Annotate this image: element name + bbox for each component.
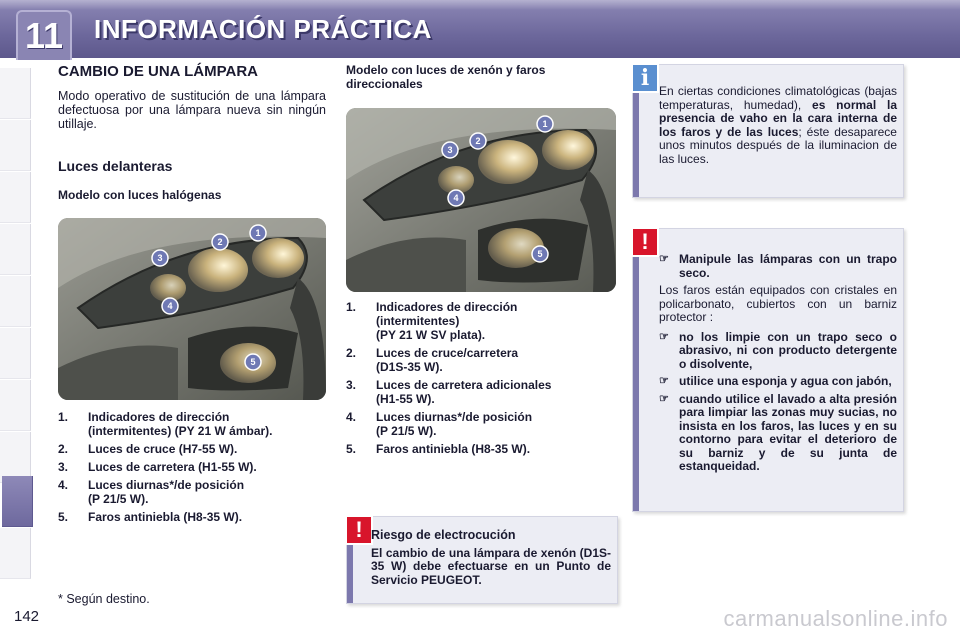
callout-3: 3 (447, 145, 453, 155)
chapter-tab[interactable] (0, 328, 31, 379)
subsection-title: Luces delanteras (58, 158, 173, 174)
list-item: ☞ Manipule las lámparas con un trapo seco. (659, 252, 897, 280)
callout-4: 4 (167, 301, 173, 311)
page-number: 142 (14, 608, 40, 625)
electrocution-warning-box (346, 516, 618, 604)
xenon-lamp-list (346, 300, 618, 460)
warning-icon: ! (631, 227, 659, 257)
electrocution-title: Riesgo de electrocución (371, 528, 516, 542)
section-title: CAMBIO DE UNA LÁMPARA (58, 63, 258, 80)
chapter-tab[interactable] (0, 224, 31, 275)
pointing-hand-icon: ☞ (659, 330, 669, 343)
chapter-tab[interactable] (0, 276, 31, 327)
chapter-tab[interactable] (0, 120, 31, 171)
pointing-hand-icon: ☞ (659, 375, 669, 387)
warning-first-list (659, 253, 897, 280)
list-item: 5. Faros antiniebla (H8-35 W). (58, 510, 243, 524)
halogen-model-title: Modelo con luces halógenas (58, 188, 222, 202)
callout-3: 3 (157, 253, 163, 263)
footnote: * Según destino. (58, 592, 150, 606)
page-title: INFORMACIÓN PRÁCTICA (94, 14, 432, 44)
page-header (0, 0, 960, 58)
callout-2: 2 (475, 136, 481, 146)
xenon-headlight-photo (346, 108, 616, 292)
chapter-tab[interactable] (0, 68, 31, 119)
chapter-tab[interactable] (0, 528, 31, 579)
callout-5: 5 (537, 249, 543, 259)
intro-paragraph: Modo operativo de sustitución de una lámpara defectuosa por una lámpara nueva sin ningún utillaje. (58, 89, 326, 131)
callout-1: 1 (542, 119, 548, 129)
list-item: ☞ cuando utilice el lavado a alta presión para limpiar las zonas muy sucias, no insista en los faros, las luces y en su contorno para evitar el deterioro de su barniz y de su junta de estanqueidad. (659, 391, 897, 473)
list-item: 4. Luces diurnas*/de posición (P 21/5 W). (58, 478, 245, 506)
chapter-tab-active[interactable] (2, 476, 33, 527)
list-item: 2. Luces de cruce (H7-55 W). (58, 442, 238, 456)
list-item: 2. Luces de cruce/carretera (D1S-35 W). (346, 346, 519, 374)
list-item: 4. Luces diurnas*/de posición (P 21/5 W). (346, 410, 533, 438)
halogen-lamp-list (58, 410, 338, 528)
chapter-tabs (0, 58, 32, 578)
list-item: 3. Luces de carretera (H1-55 W). (58, 460, 257, 474)
list-item: 1. Indicadores de dirección (intermitentes) (PY 21 W SV plata). (346, 300, 518, 342)
list-item: 1. Indicadores de dirección (intermitentes) (PY 21 W ámbar). (58, 410, 273, 438)
info-box (632, 64, 904, 198)
pointing-hand-icon: ☞ (659, 253, 669, 265)
info-icon: i (631, 63, 659, 93)
header-shine (0, 0, 960, 10)
callout-2: 2 (217, 237, 223, 247)
electrocution-text (371, 529, 611, 587)
chapter-tab[interactable] (0, 380, 31, 431)
callout-1: 1 (255, 228, 261, 238)
halogen-headlight-illustration (58, 218, 326, 400)
callout-5: 5 (250, 357, 256, 367)
chapter-tab[interactable] (0, 172, 31, 223)
warning-paragraph: Los faros están equipados con cristales en policarbonato, cubiertos con un barniz protector : (659, 283, 897, 324)
pointing-hand-icon: ☞ (659, 392, 669, 405)
list-item: 3. Luces de carretera adicionales (H1-55 W). (346, 378, 552, 406)
list-item: ☞ no los limpie con un trapo seco o abrasivo, ni con producto detergente o disolvente, (659, 329, 897, 371)
warning-bullets (659, 331, 897, 474)
list-item: 5. Faros antiniebla (H8-35 W). (346, 442, 531, 456)
halogen-headlight-photo (58, 218, 326, 400)
chapter-number: 11 (16, 10, 72, 60)
info-text: En ciertas condiciones climatológicas (bajas temperaturas, humedad), es normal la presencia de vaho en la cara interna de los faros y de las luces; éste desaparece unos minutos después de la iluminacion de las luces. (659, 84, 897, 166)
callout-4: 4 (453, 193, 459, 203)
list-item: ☞ utilice una esponja y agua con jabón, (659, 374, 892, 388)
box-accent-bar (633, 229, 639, 511)
warning-text (659, 253, 897, 478)
watermark: carmanualsonline.info (723, 606, 948, 631)
xenon-headlight-illustration (346, 108, 616, 292)
electrocution-body: El cambio de una lámpara de xenón (D1S-35 W) debe efectuarse en un Punto de Servicio PEUGEOT. (371, 545, 611, 587)
xenon-model-title: Modelo con luces de xenón y faros direccionales (346, 63, 546, 91)
warning-icon: ! (345, 515, 373, 545)
warning-box (632, 228, 904, 512)
